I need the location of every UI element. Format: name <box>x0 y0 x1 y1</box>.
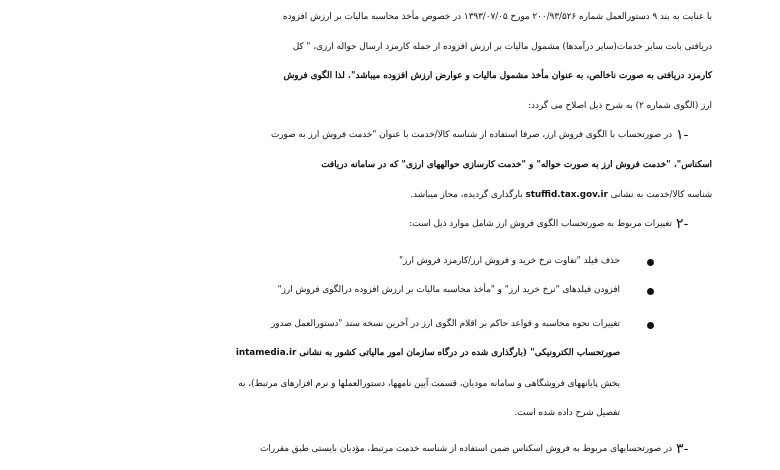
item-1-line-3 <box>8 184 712 206</box>
bullet-3-line-4: تفصیل شرح داده شده است. <box>514 408 620 418</box>
bullet-1-text: حذف فیلد "تفاوت نرخ خرید و فروش ارز/کارمزد فروش ارز" <box>398 256 620 266</box>
item-1-line-1: در صورتحساب با الگوی فروش ارز، صرفا استفاده از شناسه کالا/خدمت با عنوان "خدمت فروش ارز به صورت <box>271 130 672 140</box>
bullet-2-text: افزودن فیلدهای "نرخ خرید ارز" و "مأخذ محاسبه مالیات بر ارزش افزوده درالگوی فروش ارز" <box>277 285 620 295</box>
stuffid-link[interactable]: stuffid.tax.gov.ir <box>525 190 608 200</box>
item-1-line-3-start: شناسه کالا/خدمت به نشانی <box>610 190 712 200</box>
item-number-3: -۳ <box>676 441 689 457</box>
bullet-2 <box>647 288 654 295</box>
bullet-3-line-2 <box>8 342 620 364</box>
bullet-3 <box>647 322 654 329</box>
bullet-3-line-1: تغییرات نحوه محاسبه و قواعد حاکم بر اقلام الگوی ارز در آخرین نسخه سند "دستورالعمل صدور <box>271 319 620 329</box>
intamedia-link[interactable]: intamedia.ir <box>235 348 297 358</box>
item-1-line-3-end: بارگذاری گردیده، مجاز میباشد. <box>410 190 523 200</box>
item-1-line-2: اسکناس"، "خدمت فروش ارز به صورت حواله" و "خدمت کارسازی حوالههای ارزی" که در سامانه دریافت <box>321 160 712 170</box>
item-2-line-1: تغییرات مربوط به صورتحساب الگوی فروش ارز شامل موارد ذیل است: <box>409 219 672 229</box>
text-line-2 <box>8 36 712 58</box>
text-line-3: کارمزد دریافتی به صورت ناخالص، به عنوان مأخذ مشمول مالیات و عوارض ارزش افزوده میباشد". لذا الگوی فروش <box>283 71 712 81</box>
bullet-3-line-2-bold: صورتحساب الکترونیکی" (بارگذاری شده در درگاه سازمان امور مالیاتی کشور به نشانی <box>299 348 620 358</box>
item-3-line-1: در صورتحسابهای مربوط به فروش اسکناس ضمن استفاده از شناسه خدمت مرتبط، مؤدیان بایستی طبق مقررات <box>259 444 672 454</box>
text-line-1: با عنایت به بند ۹ دستورالعمل شماره ۲۰۰/۹۳/۵۲۶ مورخ ۱۳۹۳/۰۷/۰۵ در خصوص مأخذ محاسبه مالیات بر ارزش افزوده <box>282 12 712 22</box>
text-line-2-content: دریافتی بابت سایر خدمات(سایر درآمدها) مشمول مالیات بر ارزش افزوده از جمله کارمزد ارسال حواله ارزی، " کل <box>292 42 712 52</box>
item-number-2: -۲ <box>676 216 689 232</box>
item-number-1: -۱ <box>676 127 689 143</box>
text-line-4: ارز (الگوی شماره ۲) به شرح ذیل اصلاح می گردد: <box>528 101 712 111</box>
bullet-1 <box>647 259 654 266</box>
bullet-3-line-3: بخش پایانههای فروشگاهی و سامانه مودیان، قسمت آیین نامهها، دستورالعملها و نرم افزارهای مرتبط)، به <box>238 379 620 389</box>
